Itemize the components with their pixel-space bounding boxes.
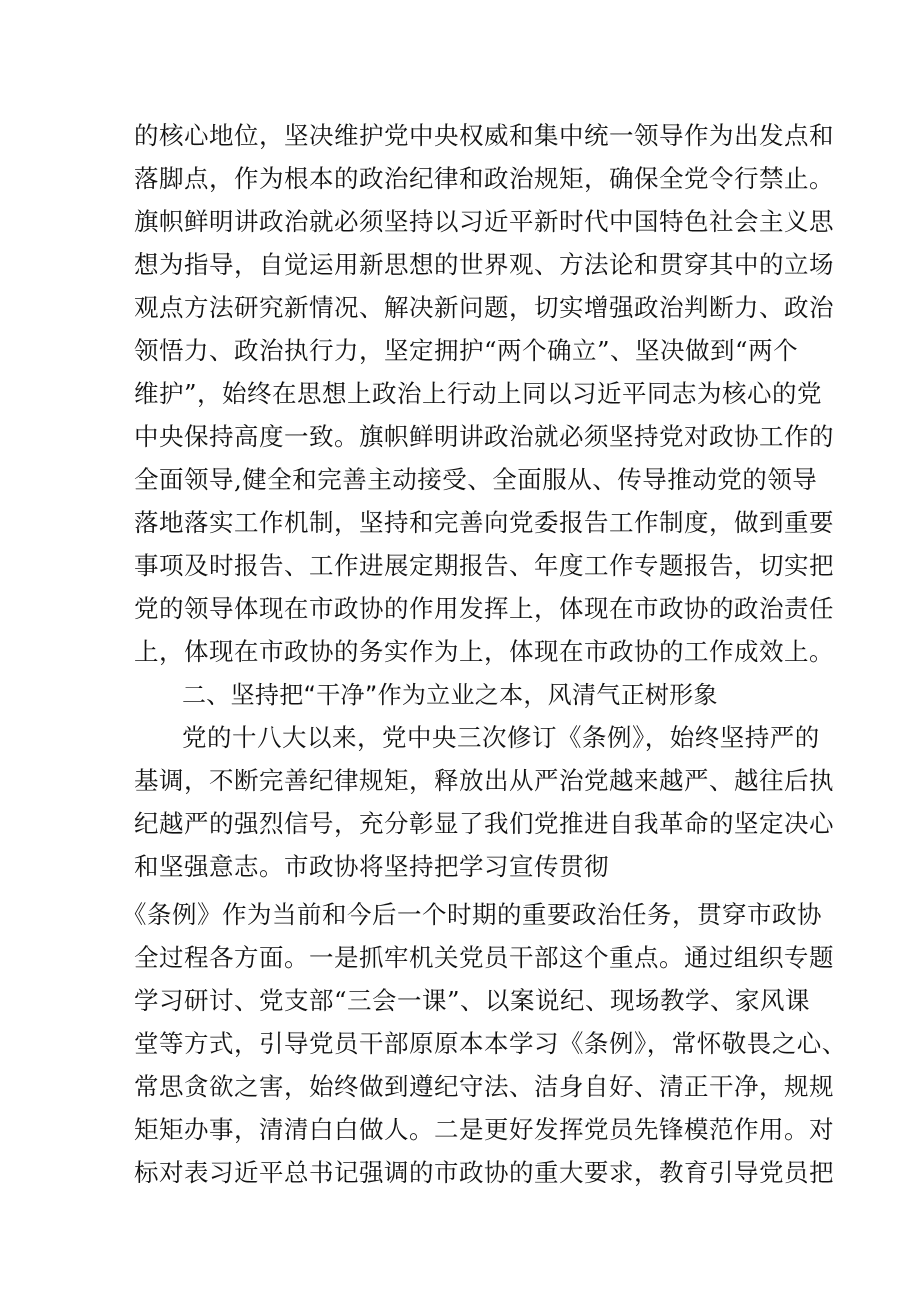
paragraph-line: 基调，不断完善纪律规矩，释放出从严治党越来越严、越往后执 <box>134 766 834 795</box>
paragraph-line: 和坚强意志。市政协将坚持把学习宣传贯彻 <box>134 852 609 881</box>
paragraph-line: 旗帜鲜明讲政治就必须坚持以习近平新时代中国特色社会主义思 <box>134 207 834 236</box>
paragraph-line: 中央保持高度一致。旗帜鲜明讲政治就必须坚持党对政协工作的 <box>134 422 834 451</box>
paragraph-line: 标对表习近平总书记强调的市政协的重大要求，教育引导党员把 <box>134 1158 834 1187</box>
paragraph-line: 上，体现在市政协的务实作为上，体现在市政协的工作成效上。 <box>134 637 834 666</box>
paragraph-line: 落脚点，作为根本的政治纪律和政治规矩，确保全党令行禁止。 <box>134 164 834 193</box>
paragraph-line: 观点方法研究新情况、解决新问题，切实增强政治判断力、政治 <box>134 293 834 322</box>
paragraph-line: 堂等方式，引导党员干部原原本本学习《条例》，常怀敬畏之心、 <box>134 1029 847 1058</box>
section-heading: 二、坚持把“干净”作为立业之本，风清气正树形象 <box>182 681 718 709</box>
paragraph-line: 事项及时报告、工作进展定期报告、年度工作专题报告，切实把 <box>134 551 834 580</box>
paragraph-line: 学习研讨、党支部“三会一课”、以案说纪、现场教学、家风课 <box>134 986 811 1015</box>
paragraph-line: 全面领导,健全和完善主动接受、全面服从、传导推动党的领导 <box>134 465 818 494</box>
paragraph-line: 的核心地位，坚决维护党中央权威和集中统一领导作为出发点和 <box>134 121 834 150</box>
paragraph-line: 领悟力、政治执行力，坚定拥护“两个确立”、坚决做到“两个 <box>134 336 799 365</box>
paragraph-line: 党的十八大以来，党中央三次修订《条例》，始终坚持严的 <box>182 723 820 752</box>
paragraph-line: 全过程各方面。一是抓牢机关党员干部这个重点。通过组织专题 <box>134 943 834 972</box>
paragraph-line: 想为指导，自觉运用新思想的世界观、方法论和贯穿其中的立场 <box>134 250 834 279</box>
paragraph-line: 《条例》作为当前和今后一个时期的重要政治任务，贯穿市政协 <box>122 900 822 929</box>
paragraph-line: 常思贪欲之害，始终做到遵纪守法、洁身自好、清正干净，规规 <box>134 1072 834 1101</box>
paragraph-line: 维护”，始终在思想上政治上行动上同以习近平同志为核心的党 <box>134 379 823 408</box>
paragraph-line: 纪越严的强烈信号，充分彰显了我们党推进自我革命的坚定决心 <box>134 809 834 838</box>
paragraph-line: 矩矩办事，清清白白做人。二是更好发挥党员先锋模范作用。对 <box>134 1115 834 1144</box>
paragraph-line: 落地落实工作机制，坚持和完善向党委报告工作制度，做到重要 <box>134 508 834 537</box>
paragraph-line: 党的领导体现在市政协的作用发挥上，体现在市政协的政治责任 <box>134 594 834 623</box>
